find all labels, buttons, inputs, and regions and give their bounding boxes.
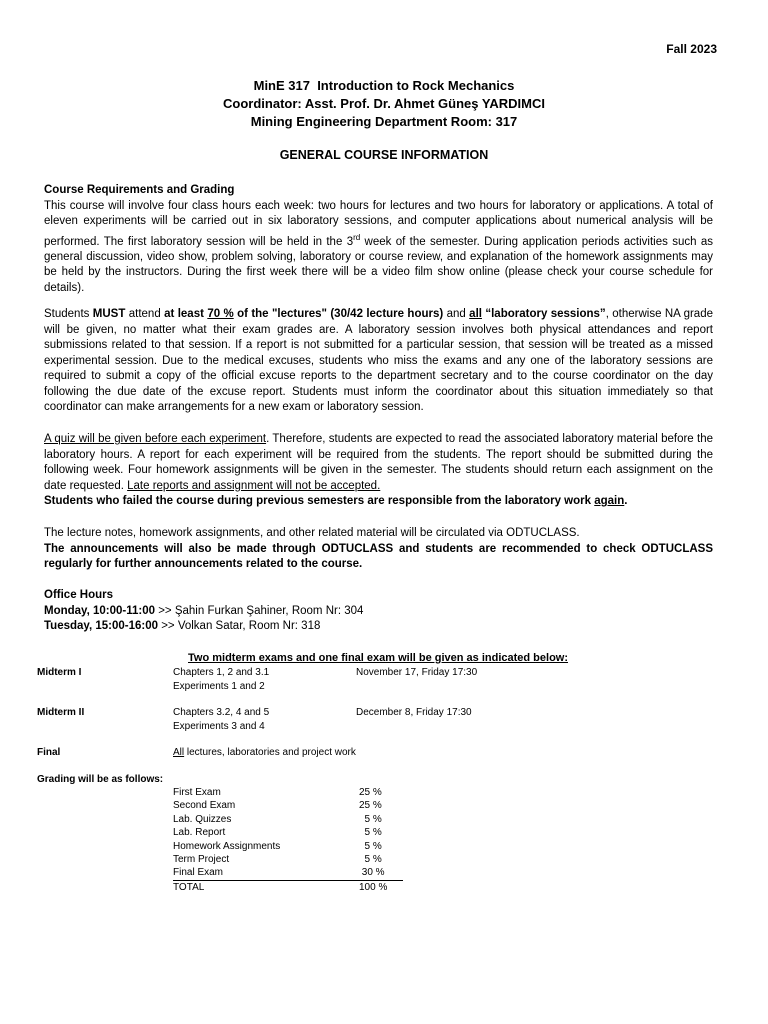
grading-heading: Grading will be as follows:	[37, 774, 164, 785]
requirements-paragraph-1	[44, 199, 713, 297]
odtuclass-section	[44, 526, 713, 573]
coordinator-line: Coordinator: Asst. Prof. Dr. Ahmet Güneş YARDIMCI	[223, 96, 545, 111]
requirements-paragraph-3	[44, 432, 713, 510]
p3-text-a: . Therefore, students are expected to read the associated laboratory material before the laboratory hours. A report for each experiment will be required from the students. The report should be submitted during the following week. Four homework assignments will be given in the semester. The students should return each assignment on the date requested.	[44, 433, 713, 492]
grade-item-value: 5 %	[359, 840, 382, 852]
course-header	[0, 77, 768, 131]
p2-text-c: , otherwise NA grade will be given, no matter what their exam grades are. A laboratory session involves both physical attendances and report submissions related to that session. If a report is not submitted for a particular session, that session will be treated as a missed experimental session. Due to the medical excuses, students who miss the exams and any one of the laboratory sessions are required to submit a copy of the official excuse reports to the department secretary and to the course coordinator on the day following the due date of the excuse report. Students must inform the coordinator about this situation immediately so that coordinator can make arrangements for a new exam or laboratory session.	[44, 308, 713, 413]
p3-again: again	[594, 495, 625, 507]
monday-time: Monday, 10:00-11:00	[44, 604, 156, 617]
grade-row	[173, 786, 403, 799]
grade-row	[173, 813, 403, 826]
midterm2-experiments: Experiments 3 and 4	[173, 720, 265, 732]
p3-period: .	[624, 495, 628, 507]
grade-item-value: 25 %	[359, 800, 382, 812]
p2-all: all	[469, 308, 482, 320]
midterm1-experiments: Experiments 1 and 2	[173, 680, 265, 692]
grade-item-value: 5 %	[359, 827, 382, 839]
p2-lab-sessions: “laboratory sessions”	[481, 308, 606, 320]
midterm2-chapters: Chapters 3.2, 4 and 5	[173, 707, 270, 718]
odtuclass-paragraph: The lecture notes, homework assignments, and other related material will be circulated via ODTUCLASS.	[44, 527, 580, 539]
grade-row	[173, 866, 403, 880]
requirements-paragraph-2	[44, 307, 713, 416]
midterm2-date: December 8, Friday 17:30	[356, 707, 472, 718]
grade-item-name: Homework Assignments	[173, 840, 281, 852]
grade-row	[173, 799, 403, 812]
final-all: All	[173, 747, 185, 758]
p2-and: and	[443, 308, 470, 320]
p2-at-least: at least	[164, 308, 208, 320]
p3-late-policy: Late reports and assignment will not be accepted.	[127, 479, 381, 492]
grade-item-name: Lab. Report	[173, 827, 226, 839]
grade-item-name: Lab. Quizzes	[173, 813, 232, 825]
grade-item-value: 25 %	[359, 787, 382, 798]
midterm2-label: Midterm II	[37, 707, 85, 718]
p2-must: MUST	[92, 308, 126, 320]
grade-item-name: Final Exam	[173, 867, 224, 879]
announcement-paragraph: The announcements will also be made through ODTUCLASS and students are recommended to check ODTUCLASS regularly for further announcements related to the course.	[44, 542, 713, 570]
midterm1-label: Midterm I	[37, 667, 82, 678]
p2-text-b: attend	[125, 308, 165, 320]
midterm1-content	[173, 666, 269, 693]
final-content	[173, 746, 356, 760]
monday-details: >> Şahin Furkan Şahiner, Room Nr: 304	[155, 604, 364, 617]
p2-text-a: Students	[44, 308, 93, 320]
grading-table	[173, 786, 403, 894]
p2-lectures: of the "lectures" (30/42 lecture hours)	[233, 308, 444, 320]
final-rest: lectures, laboratories and project work	[184, 747, 356, 758]
requirements-heading: Course Requirements and Grading	[44, 184, 235, 196]
office-hours-monday	[44, 604, 713, 620]
office-hours-section	[44, 588, 713, 635]
grade-row	[173, 826, 403, 839]
p2-seventy-percent: 70 %	[207, 308, 234, 320]
grade-row	[173, 853, 403, 866]
p1-text-b: week of the semester. During application periods activities such as general discussion, video show, problem solving, laboratory or course review, and explanation of the homework assignments may be held by the instructors. During the first week there will be a video film show online (please check your course schedule for details).	[44, 235, 713, 294]
grade-row	[173, 840, 403, 853]
p3-failed-text: Students who failed the course during previous semesters are responsible from the laboratory work	[44, 495, 595, 507]
midterm1-date: November 17, Friday 17:30	[356, 667, 478, 678]
semester-label: Fall 2023	[666, 42, 717, 56]
department-line: Mining Engineering Department Room: 317	[250, 114, 518, 129]
requirements-section	[44, 183, 713, 296]
final-label: Final	[37, 747, 61, 758]
grade-item-name: Term Project	[173, 854, 230, 866]
general-info-title: GENERAL COURSE INFORMATION	[279, 148, 489, 162]
grade-item-name: Second Exam	[173, 800, 236, 812]
midterm2-content	[173, 706, 269, 733]
grade-total-row	[173, 881, 403, 894]
grade-item-value: 5 %	[359, 813, 382, 825]
tuesday-details: >> Volkan Satar, Room Nr: 318	[158, 620, 321, 632]
office-hours-tuesday	[44, 619, 713, 635]
p1-text-a: This course will involve four class hours each week: two hours for lectures and two hours for laboratory or applications. A total of eleven experiments will be carried out in six laboratory sessions, and computer applications about numerical analysis will be performed. The first laboratory session will be held in the 3	[44, 199, 713, 248]
office-hours-heading: Office Hours	[44, 589, 114, 601]
course-title: MinE 317 Introduction to Rock Mechanics	[253, 78, 515, 93]
p3-quiz: A quiz will be given before each experiment	[44, 433, 267, 445]
grade-total-name: TOTAL	[173, 881, 205, 893]
grade-item-name: First Exam	[173, 787, 221, 798]
grade-item-value: 5 %	[359, 854, 382, 866]
p1-superscript: rd	[353, 232, 361, 242]
grade-total-value: 100 %	[359, 881, 388, 893]
midterm1-chapters: Chapters 1, 2 and 3.1	[173, 667, 270, 678]
exams-title: Two midterm exams and one final exam will be given as indicated below:	[188, 652, 569, 664]
tuesday-time: Tuesday, 15:00-16:00	[44, 620, 158, 632]
grade-item-value: 30 %	[359, 867, 385, 879]
